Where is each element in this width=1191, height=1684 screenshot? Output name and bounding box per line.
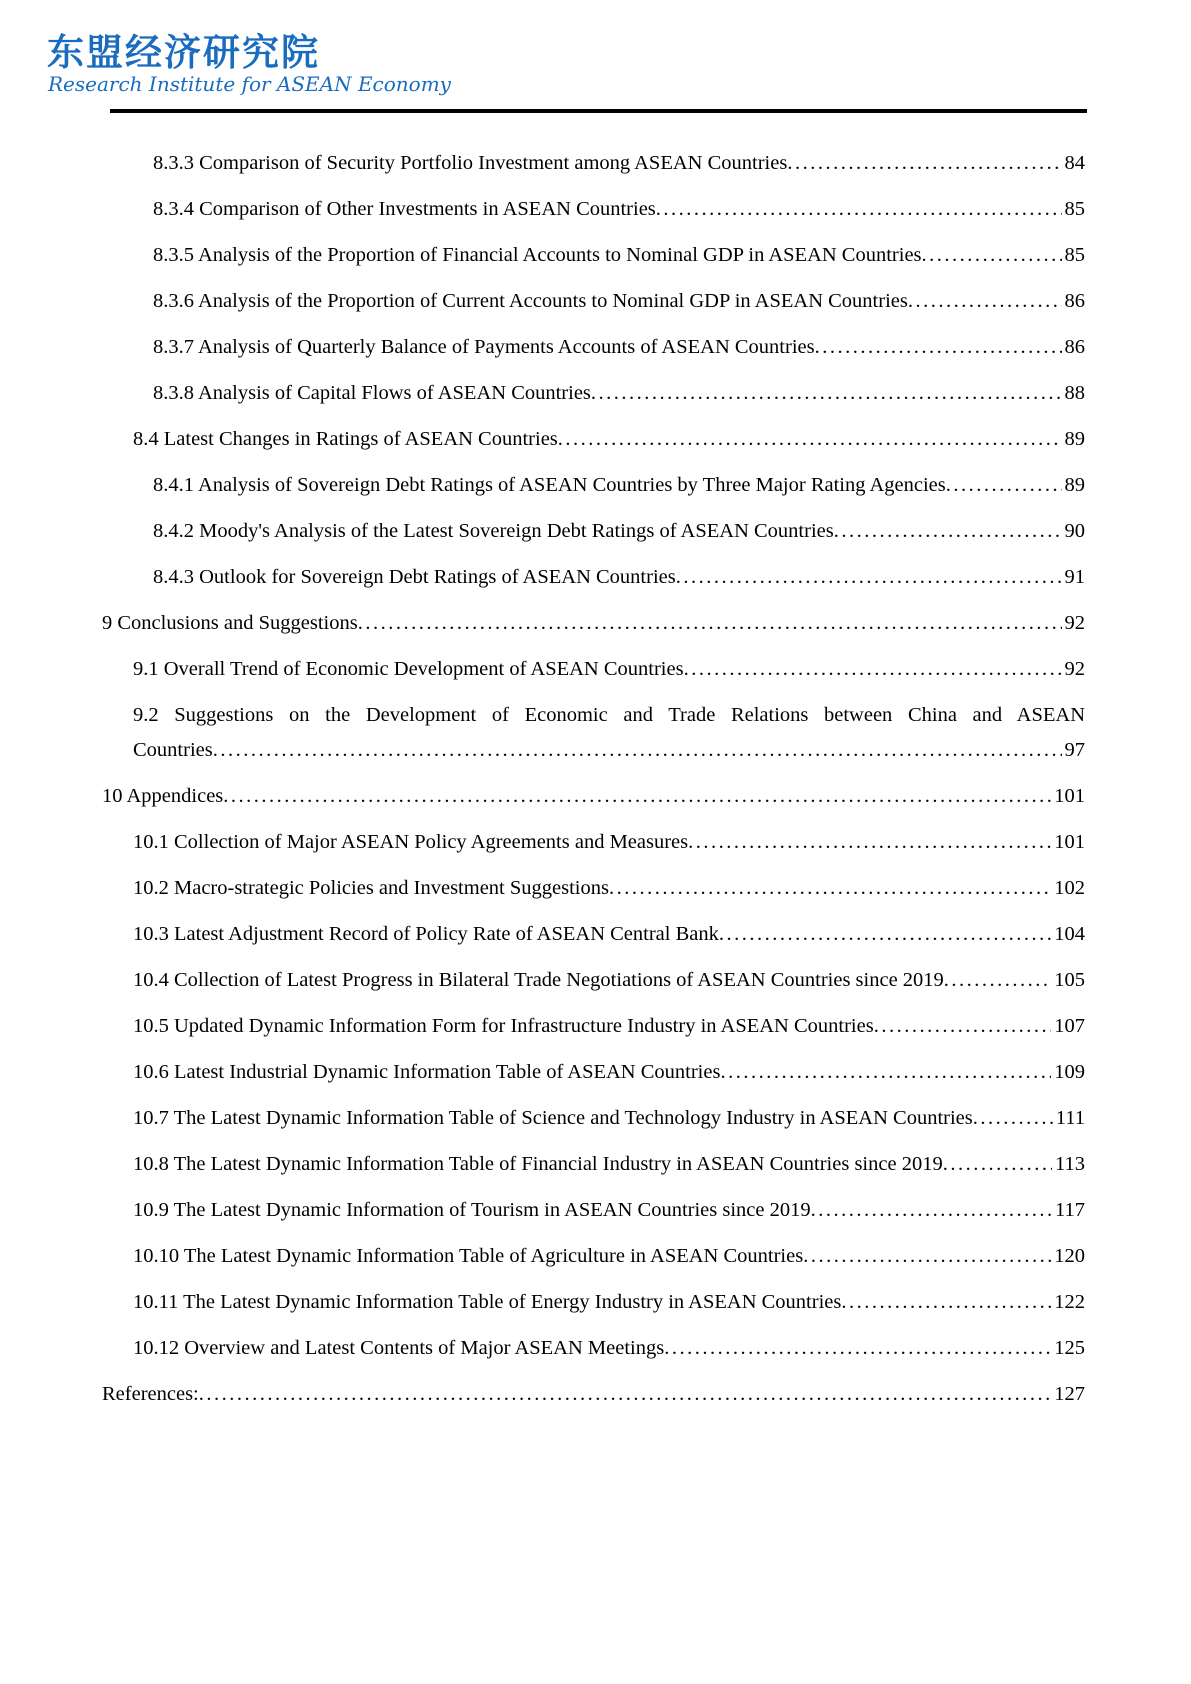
toc-page-number: 88 bbox=[1064, 382, 1085, 404]
toc-leader-dots bbox=[664, 1331, 1051, 1366]
toc-entry-title: 8.3.6 Analysis of the Proportion of Current Accounts to Nominal GDP in ASEAN Countries bbox=[153, 290, 908, 312]
toc-entry-title: 10.10 The Latest Dynamic Information Table of Agriculture in ASEAN Countries bbox=[133, 1245, 804, 1267]
toc-page-number: 89 bbox=[1064, 474, 1085, 496]
toc-leader-dots bbox=[946, 468, 1062, 503]
toc-leader-dots bbox=[815, 330, 1062, 365]
toc-entry-title: 10.2 Macro-strategic Policies and Investment Suggestions bbox=[133, 877, 609, 899]
toc-page-number: 107 bbox=[1054, 1015, 1085, 1037]
toc-entry bbox=[102, 1055, 1085, 1090]
toc-page-number: 120 bbox=[1054, 1245, 1085, 1267]
toc-entry bbox=[102, 698, 1085, 768]
toc-leader-dots bbox=[787, 146, 1061, 181]
toc-entry-title: 10.6 Latest Industrial Dynamic Information Table of ASEAN Countries bbox=[133, 1061, 721, 1083]
toc-leader-dots bbox=[199, 1377, 1052, 1412]
toc-leader-dots bbox=[358, 606, 1062, 641]
toc-leader-dots bbox=[719, 917, 1051, 952]
toc-entry bbox=[102, 514, 1085, 549]
toc-page-number: 97 bbox=[1064, 739, 1085, 761]
toc-leader-dots bbox=[973, 1101, 1053, 1136]
toc-entry bbox=[102, 560, 1085, 595]
header-divider bbox=[110, 109, 1087, 113]
table-of-contents bbox=[102, 146, 1085, 1423]
toc-entry-title: 10.9 The Latest Dynamic Information of Tourism in ASEAN Countries since 2019 bbox=[133, 1199, 811, 1221]
toc-leader-dots bbox=[811, 1193, 1052, 1228]
toc-entry-title: 8.3.5 Analysis of the Proportion of Financial Accounts to Nominal GDP in ASEAN Countries bbox=[153, 244, 922, 266]
toc-entry-title: 10.11 The Latest Dynamic Information Table of Energy Industry in ASEAN Countries bbox=[133, 1291, 842, 1313]
toc-leader-dots bbox=[841, 1285, 1051, 1320]
toc-page-number: 85 bbox=[1064, 198, 1085, 220]
toc-page-number: 125 bbox=[1054, 1337, 1085, 1359]
toc-leader-dots bbox=[874, 1009, 1052, 1044]
toc-page-number: 101 bbox=[1054, 785, 1085, 807]
toc-entry bbox=[102, 468, 1085, 503]
toc-entry bbox=[102, 1101, 1085, 1136]
toc-entry bbox=[102, 1239, 1085, 1274]
toc-page-number: 102 bbox=[1054, 877, 1085, 899]
toc-page-number: 84 bbox=[1064, 152, 1085, 174]
toc-leader-dots bbox=[944, 963, 1051, 998]
toc-page-number: 111 bbox=[1055, 1107, 1085, 1129]
toc-leader-dots bbox=[223, 779, 1051, 814]
toc-page-number: 92 bbox=[1064, 612, 1085, 634]
toc-entry-title: 9.2 Suggestions on the Development of Economic and Trade Relations between China and ASEAN bbox=[133, 704, 1085, 726]
toc-entry bbox=[102, 1331, 1085, 1366]
toc-entry bbox=[102, 238, 1085, 273]
toc-entry bbox=[102, 825, 1085, 860]
toc-entry-title: 8.3.8 Analysis of Capital Flows of ASEAN Countries bbox=[153, 382, 591, 404]
toc-entry bbox=[102, 192, 1085, 227]
toc-page-number: 127 bbox=[1054, 1383, 1085, 1405]
institute-logo-subtitle: Research Institute for ASEAN Economy bbox=[48, 72, 451, 96]
toc-entry bbox=[133, 733, 1085, 768]
toc-entry bbox=[102, 917, 1085, 952]
toc-entry bbox=[102, 871, 1085, 906]
toc-entry bbox=[102, 422, 1085, 457]
toc-entry-title: 8.4.1 Analysis of Sovereign Debt Ratings of ASEAN Countries by Three Major Rating Agencies bbox=[153, 474, 946, 496]
toc-page-number: 104 bbox=[1054, 923, 1085, 945]
toc-page-number: 92 bbox=[1064, 658, 1085, 680]
toc-entry-title: 9.1 Overall Trend of Economic Development of ASEAN Countries bbox=[133, 658, 684, 680]
toc-entry-title: Countries bbox=[133, 739, 213, 761]
toc-entry bbox=[102, 330, 1085, 365]
toc-entry-title: 10.7 The Latest Dynamic Information Table of Science and Technology Industry in ASEAN Countries bbox=[133, 1107, 973, 1129]
toc-entry-title: 9 Conclusions and Suggestions bbox=[102, 612, 358, 634]
toc-page-number: 109 bbox=[1054, 1061, 1085, 1083]
toc-leader-dots bbox=[720, 1055, 1051, 1090]
toc-leader-dots bbox=[591, 376, 1062, 411]
toc-leader-dots bbox=[213, 733, 1062, 768]
toc-leader-dots bbox=[908, 284, 1062, 319]
toc-entry bbox=[102, 284, 1085, 319]
toc-entry-title: 10.4 Collection of Latest Progress in Bilateral Trade Negotiations of ASEAN Countries since 2019 bbox=[133, 969, 944, 991]
toc-page-number: 86 bbox=[1064, 336, 1085, 358]
toc-leader-dots bbox=[922, 238, 1062, 273]
toc-entry bbox=[102, 779, 1085, 814]
toc-entry bbox=[102, 1377, 1085, 1412]
toc-entry-title: 8.4.3 Outlook for Sovereign Debt Ratings of ASEAN Countries bbox=[153, 566, 676, 588]
toc-entry bbox=[102, 652, 1085, 687]
toc-page-number: 117 bbox=[1055, 1199, 1085, 1221]
toc-page-number: 101 bbox=[1054, 831, 1085, 853]
toc-entry-title: 10.8 The Latest Dynamic Information Table of Financial Industry in ASEAN Countries since 2019 bbox=[133, 1153, 943, 1175]
toc-entry bbox=[102, 1009, 1085, 1044]
toc-leader-dots bbox=[558, 422, 1062, 457]
toc-leader-dots bbox=[684, 652, 1062, 687]
toc-leader-dots bbox=[656, 192, 1062, 227]
toc-entry-title: 8.4 Latest Changes in Ratings of ASEAN Countries bbox=[133, 428, 558, 450]
toc-leader-dots bbox=[943, 1147, 1052, 1182]
toc-entry bbox=[102, 606, 1085, 641]
institute-logo-chinese: 东盟经济研究院 bbox=[47, 31, 320, 74]
toc-page-number: 89 bbox=[1064, 428, 1085, 450]
toc-entry bbox=[102, 1147, 1085, 1182]
toc-page-number: 105 bbox=[1054, 969, 1085, 991]
toc-entry-title: 10.1 Collection of Major ASEAN Policy Agreements and Measures bbox=[133, 831, 689, 853]
toc-entry bbox=[102, 1193, 1085, 1228]
toc-entry-title: 8.3.3 Comparison of Security Portfolio Investment among ASEAN Countries bbox=[153, 152, 788, 174]
toc-entry bbox=[102, 963, 1085, 998]
toc-entry-title: 8.4.2 Moody's Analysis of the Latest Sovereign Debt Ratings of ASEAN Countries bbox=[153, 520, 834, 542]
toc-leader-dots bbox=[803, 1239, 1051, 1274]
toc-entry bbox=[102, 376, 1085, 411]
toc-entry-title: 10.5 Updated Dynamic Information Form for Infrastructure Industry in ASEAN Countries bbox=[133, 1015, 874, 1037]
toc-entry bbox=[102, 1285, 1085, 1320]
toc-page-number: 122 bbox=[1054, 1291, 1085, 1313]
toc-leader-dots bbox=[834, 514, 1062, 549]
toc-entry-title: 10.3 Latest Adjustment Record of Policy Rate of ASEAN Central Bank bbox=[133, 923, 719, 945]
toc-page-number: 85 bbox=[1064, 244, 1085, 266]
toc-page-number: 113 bbox=[1055, 1153, 1085, 1175]
toc-leader-dots bbox=[676, 560, 1062, 595]
toc-leader-dots bbox=[688, 825, 1051, 860]
toc-entry bbox=[102, 146, 1085, 181]
toc-entry-title: 10 Appendices bbox=[102, 785, 224, 807]
toc-page-number: 91 bbox=[1064, 566, 1085, 588]
toc-entry-title: 8.3.7 Analysis of Quarterly Balance of Payments Accounts of ASEAN Countries bbox=[153, 336, 815, 358]
toc-leader-dots bbox=[609, 871, 1051, 906]
toc-entry-title: References: bbox=[102, 1383, 199, 1405]
toc-entry-title: 8.3.4 Comparison of Other Investments in ASEAN Countries bbox=[153, 198, 656, 220]
toc-page-number: 86 bbox=[1064, 290, 1085, 312]
toc-page-number: 90 bbox=[1064, 520, 1085, 542]
toc-entry-title: 10.12 Overview and Latest Contents of Major ASEAN Meetings bbox=[133, 1337, 665, 1359]
